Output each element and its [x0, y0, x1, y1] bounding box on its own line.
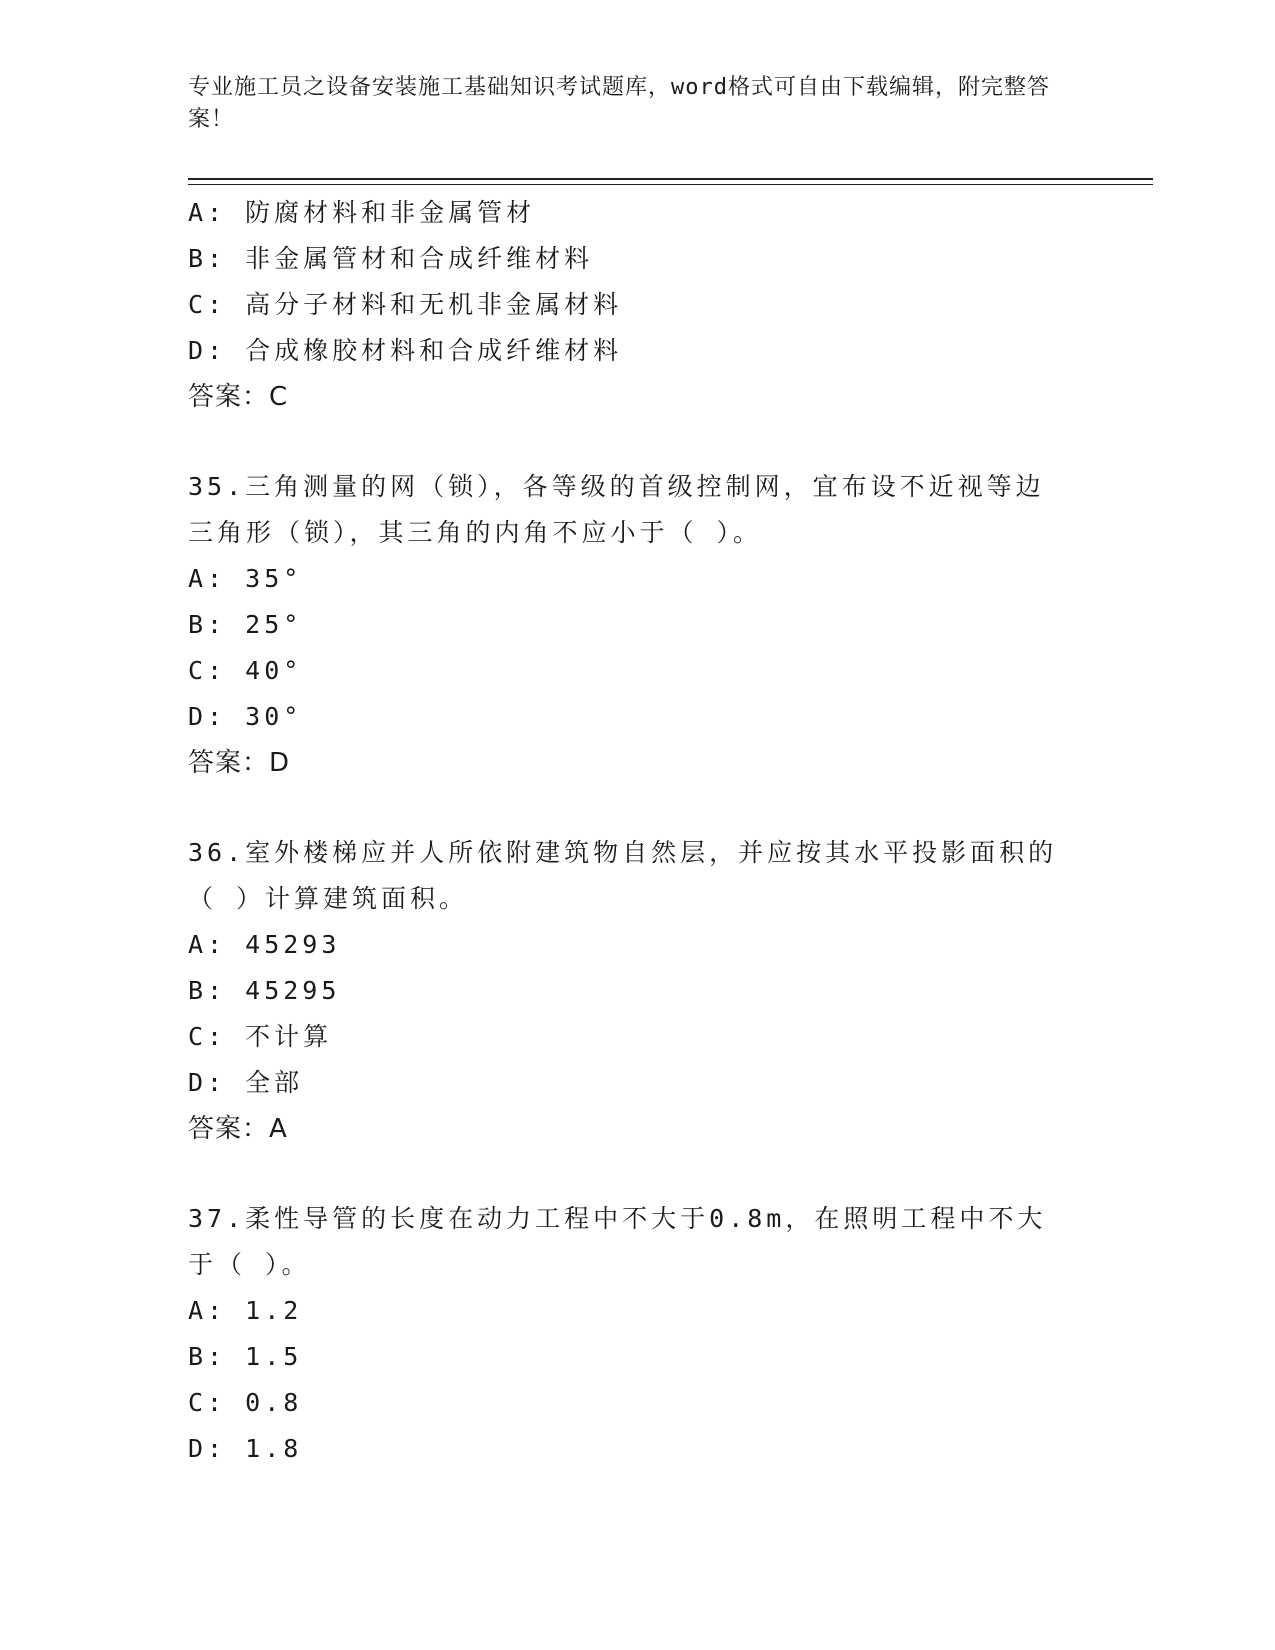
option-d: D: 合成橡胶材料和合成纤维材料 [188, 336, 623, 365]
question-text: 35.三角测量的网（锁），各等级的首级控制网，宜布设不近视等边三角形（锁），其三角的内角不应小于（ ）。 [188, 472, 1045, 547]
option-a: A: 防腐材料和非金属管材 [188, 198, 536, 227]
option-c: C: 40° [188, 656, 303, 685]
option-c: C: 高分子材料和无机非金属材料 [188, 290, 623, 319]
option-a: A: 35° [188, 564, 303, 593]
header-divider [188, 178, 1153, 185]
question-36 [188, 830, 1088, 1152]
document-header: 专业施工员之设备安装施工基础知识考试题库，word格式可自由下载编辑，附完整答案！ [188, 75, 1050, 132]
option-d: D: 30° [188, 702, 303, 731]
question-35 [188, 464, 1088, 786]
option-d: D: 1.8 [188, 1434, 303, 1463]
question-list [188, 190, 1088, 1472]
question-34-continued [188, 190, 1088, 420]
option-b: B: 1.5 [188, 1342, 303, 1371]
option-a: A: 45293 [188, 930, 341, 959]
question-text: 36.室外楼梯应并人所依附建筑物自然层，并应按其水平投影面积的（ ）计算建筑面积。 [188, 838, 1058, 913]
option-a: A: 1.2 [188, 1296, 303, 1325]
question-text: 37.柔性导管的长度在动力工程中不大于0.8m，在照明工程中不大于（ ）。 [188, 1204, 1047, 1279]
answer-label: 答案：D [188, 748, 291, 778]
question-37 [188, 1196, 1088, 1472]
option-b: B: 25° [188, 610, 303, 639]
option-d: D: 全部 [188, 1068, 304, 1097]
answer-label: 答案：C [188, 382, 289, 412]
answer-label: 答案：A [188, 1114, 288, 1144]
option-b: B: 非金属管材和合成纤维材料 [188, 244, 594, 273]
option-c: C: 不计算 [188, 1022, 333, 1051]
option-c: C: 0.8 [188, 1388, 303, 1417]
option-b: B: 45295 [188, 976, 341, 1005]
